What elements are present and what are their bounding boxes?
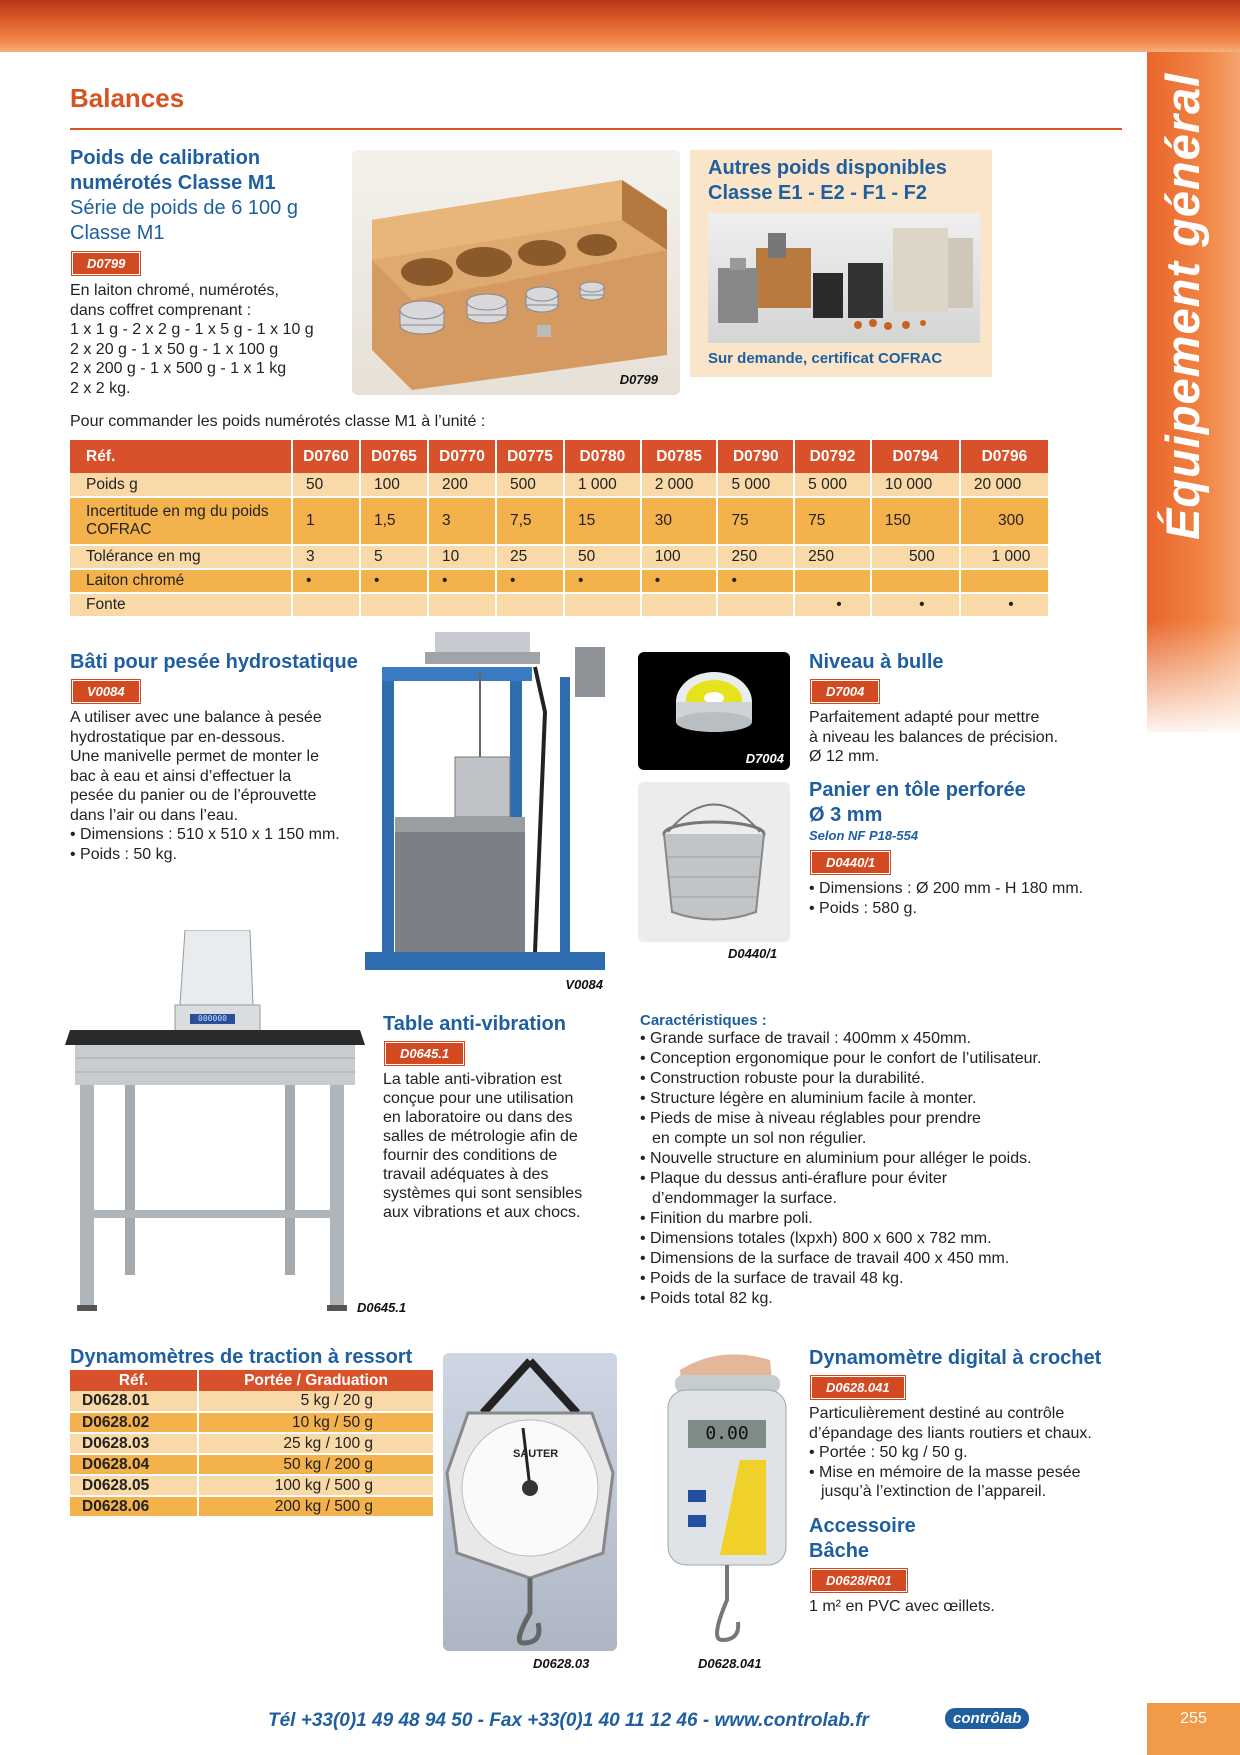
dyna-digital-bullets: • Portée : 50 kg / 50 g. • Mise en mémoire de la masse pesée jusqu’à l’extinction de l’appareil.	[809, 1443, 1139, 1502]
basket-title-2: Ø 3 mm	[809, 804, 883, 826]
level-title: Niveau à bulle	[809, 651, 944, 673]
hydro-title: Bâti pour pesée hydrostatique	[70, 651, 358, 673]
accessory-title-2: Bâche	[809, 1539, 870, 1562]
dyna-digital-title: Dynamomètre digital à crochet	[809, 1347, 1102, 1369]
table-header-cell: D0765	[360, 440, 428, 473]
table-row: D0628.02 10 kg / 50 g	[70, 1412, 434, 1433]
level-block	[809, 650, 1129, 767]
ref-tag: D7004	[811, 680, 879, 703]
list-item: • Grande surface de travail : 400mm x 450mm.	[640, 1029, 1130, 1049]
table-av-block	[383, 1012, 623, 1222]
ref-tag: V0084	[72, 680, 140, 703]
table-av-desc: La table anti-vibration est conçue pour une utilisation en laboratoire ou dans des salles de métrologie afin de fournir des conditions de travail adéquates à des systèmes qui sont sensibles aux vibrations et aux chocs.	[383, 1071, 583, 1221]
wire-basket-icon	[638, 782, 790, 942]
table-row: D0628.03 25 kg / 100 g	[70, 1433, 434, 1454]
table-av-characteristics	[640, 1012, 1130, 1309]
ref-tag: D0799	[72, 252, 140, 275]
footer-contact: Tél +33(0)1 49 48 94 50 - Fax +33(0)1 40 11 12 46 - www.controlab.fr	[268, 1710, 869, 1731]
level-desc: Parfaitement adapté pour mettre à niveau les balances de précision. Ø 12 mm.	[809, 709, 1059, 765]
table-av-title: Table anti-vibration	[383, 1013, 566, 1035]
photo-caption: D0645.1	[357, 1300, 407, 1315]
ref-tag: D0440/1	[811, 851, 890, 874]
table-header-cell: D0770	[428, 440, 496, 473]
table-row: D0628.06 200 kg / 500 g	[70, 1496, 434, 1517]
digital-display: 0.00	[705, 1423, 749, 1444]
weights-collection-icon	[708, 213, 980, 343]
other-weights-title-2: Classe E1 - E2 - F1 - F2	[708, 182, 927, 204]
list-item: • Plaque du dessus anti-éraflure pour éviter d’endommager la surface.	[640, 1169, 1000, 1209]
basket-title-1: Panier en tôle perforée	[809, 779, 1026, 801]
digital-hook-scale-icon	[660, 1340, 795, 1655]
list-item: • Poids total 82 kg.	[640, 1289, 1130, 1309]
photo-caption: D0628.03	[533, 1656, 590, 1671]
ref-tag: D0628.041	[811, 1376, 905, 1399]
weights-title-2: numérotés Classe M1	[70, 172, 276, 194]
photo-caption: V0084	[565, 977, 603, 992]
table-row: Fonte • • •	[70, 593, 1049, 617]
table-header-row	[70, 440, 1049, 473]
dyna-digital-desc: Particulièrement destiné au contrôle d’épandage des liants routiers et chaux.	[809, 1405, 1092, 1442]
weights-block	[70, 146, 360, 398]
table-row: Tolérance en mg 3 5 10 25 50 100 250 250 500 1 000	[70, 545, 1049, 569]
weights-sub-2: Classe M1	[70, 222, 165, 244]
section-rule	[70, 128, 1122, 130]
table-row: Laiton chromé • • • • • • •	[70, 569, 1049, 593]
table-header-row	[70, 1370, 434, 1391]
basket-block	[809, 778, 1139, 918]
weights-box-photo	[352, 150, 680, 395]
table-av-photo	[65, 930, 407, 1320]
table-row: D0628.04 50 kg / 200 g	[70, 1454, 434, 1475]
list-item: • Construction robuste pour la durabilité.	[640, 1069, 1130, 1089]
balance-display: 000000	[198, 1014, 227, 1023]
table-row: Poids g 50 100 200 500 1 000 2 000 5 000 5 000 10 000 20 000	[70, 473, 1049, 497]
ref-tag: D0645.1	[385, 1042, 464, 1065]
wooden-case-icon	[352, 150, 680, 395]
dyna-digital-photo	[660, 1340, 795, 1655]
other-weights-photo	[708, 213, 980, 343]
antivibration-table-icon	[65, 930, 365, 1320]
photo-caption: D0628.041	[698, 1656, 762, 1671]
hydro-desc: A utiliser avec une balance à pesée hydrostatique par en-dessous. Une manivelle permet de monter le bac à eau et ainsi d’effectuer la pesée du panier ou de l’éprouvette dans l’air ou dans l’eau.	[70, 709, 322, 824]
table-header-cell: D0796	[960, 440, 1049, 473]
other-weights-title-1: Autres poids disponibles	[708, 157, 947, 179]
photo-caption: D7004	[745, 751, 784, 766]
top-banner	[0, 0, 1240, 52]
hydro-photo	[360, 632, 615, 992]
side-title: Équipement général	[1156, 72, 1209, 540]
section-title: Balances	[70, 83, 185, 113]
table-header-cell: D0780	[564, 440, 641, 473]
hydro-block	[70, 650, 390, 864]
char-list	[640, 1029, 1130, 1309]
list-item: • Dimensions de la surface de travail 400 x 450 mm.	[640, 1249, 1130, 1269]
char-title: Caractéristiques :	[640, 1012, 767, 1029]
table-row: Incertitude en mg du poids COFRAC 1 1,5 3 7,5 15 30 75 75 150 300	[70, 497, 1049, 545]
dyna-photo	[443, 1353, 617, 1651]
list-item: • Poids de la surface de travail 48 kg.	[640, 1269, 1130, 1289]
hydro-bullets: • Dimensions : 510 x 510 x 1 150 mm. • Poids : 50 kg.	[70, 825, 390, 864]
table-row: D0628.05 100 kg / 500 g	[70, 1475, 434, 1496]
dyna-table	[70, 1370, 435, 1518]
level-photo	[638, 652, 790, 770]
basket-norm: Selon NF P18-554	[809, 828, 919, 843]
spring-scale-icon	[443, 1353, 617, 1651]
table-header-cell: D0775	[496, 440, 564, 473]
dyna-title: Dynamomètres de traction à ressort	[70, 1346, 413, 1368]
accessory-desc: 1 m² en PVC avec œillets.	[809, 1597, 995, 1615]
table-row: D0628.01 5 kg / 20 g	[70, 1391, 434, 1412]
basket-bullets: • Dimensions : Ø 200 mm - H 180 mm. • Poids : 580 g.	[809, 879, 1139, 918]
table-header-cell: Portée / Graduation	[198, 1370, 434, 1391]
accessory-title-1: Accessoire	[809, 1514, 916, 1537]
list-item: • Dimensions totales (lxpxh) 800 x 600 x 782 mm.	[640, 1229, 1130, 1249]
table-header-cell: Réf.	[70, 440, 292, 473]
photo-caption: D0799	[619, 372, 658, 387]
list-item: • Finition du marbre poli.	[640, 1209, 1130, 1229]
order-line: Pour commander les poids numérotés classe M1 à l’unité :	[70, 413, 486, 430]
table-header-cell: D0792	[794, 440, 871, 473]
price-table	[70, 440, 1050, 618]
list-item: • Conception ergonomique pour le confort de l’utilisateur.	[640, 1049, 1130, 1069]
list-item: • Nouvelle structure en aluminium pour alléger le poids.	[640, 1149, 1130, 1169]
list-item: • Pieds de mise à niveau réglables pour prendre en compte un sol non régulier.	[640, 1109, 1000, 1149]
table-header-cell: Réf.	[70, 1370, 198, 1391]
table-header-cell: D0790	[717, 440, 794, 473]
other-weights-box	[690, 150, 992, 377]
footer-logo: contrôlab	[945, 1708, 1029, 1729]
table-header-cell: D0785	[641, 440, 718, 473]
page-number: 255	[1147, 1703, 1240, 1755]
list-item: • Structure légère en aluminium facile à monter.	[640, 1089, 1130, 1109]
basket-photo	[638, 782, 790, 942]
table-header-cell: D0794	[871, 440, 960, 473]
dyna-brand: SAUTER	[513, 1448, 559, 1460]
weights-sub-1: Série de poids de 6 100 g	[70, 197, 298, 219]
other-weights-note: Sur demande, certificat COFRAC	[708, 350, 943, 367]
ref-tag: D0628/R01	[811, 1569, 907, 1592]
photo-caption: D0440/1	[728, 946, 778, 961]
dyna-digital-block	[809, 1346, 1139, 1616]
hydrostatic-frame-icon	[360, 632, 615, 992]
weights-desc: En laiton chromé, numérotés, dans coffret comprenant : 1 x 1 g - 2 x 2 g - 1 x 5 g - 1 x 10 g 2 x 20 g - 1 x 50 g - 1 x 100 g 2 x 200 g - 1 x 500 g - 1 x 1 kg 2 x 2 kg.	[70, 282, 314, 397]
table-header-cell: D0760	[292, 440, 360, 473]
weights-title-1: Poids de calibration	[70, 147, 261, 169]
